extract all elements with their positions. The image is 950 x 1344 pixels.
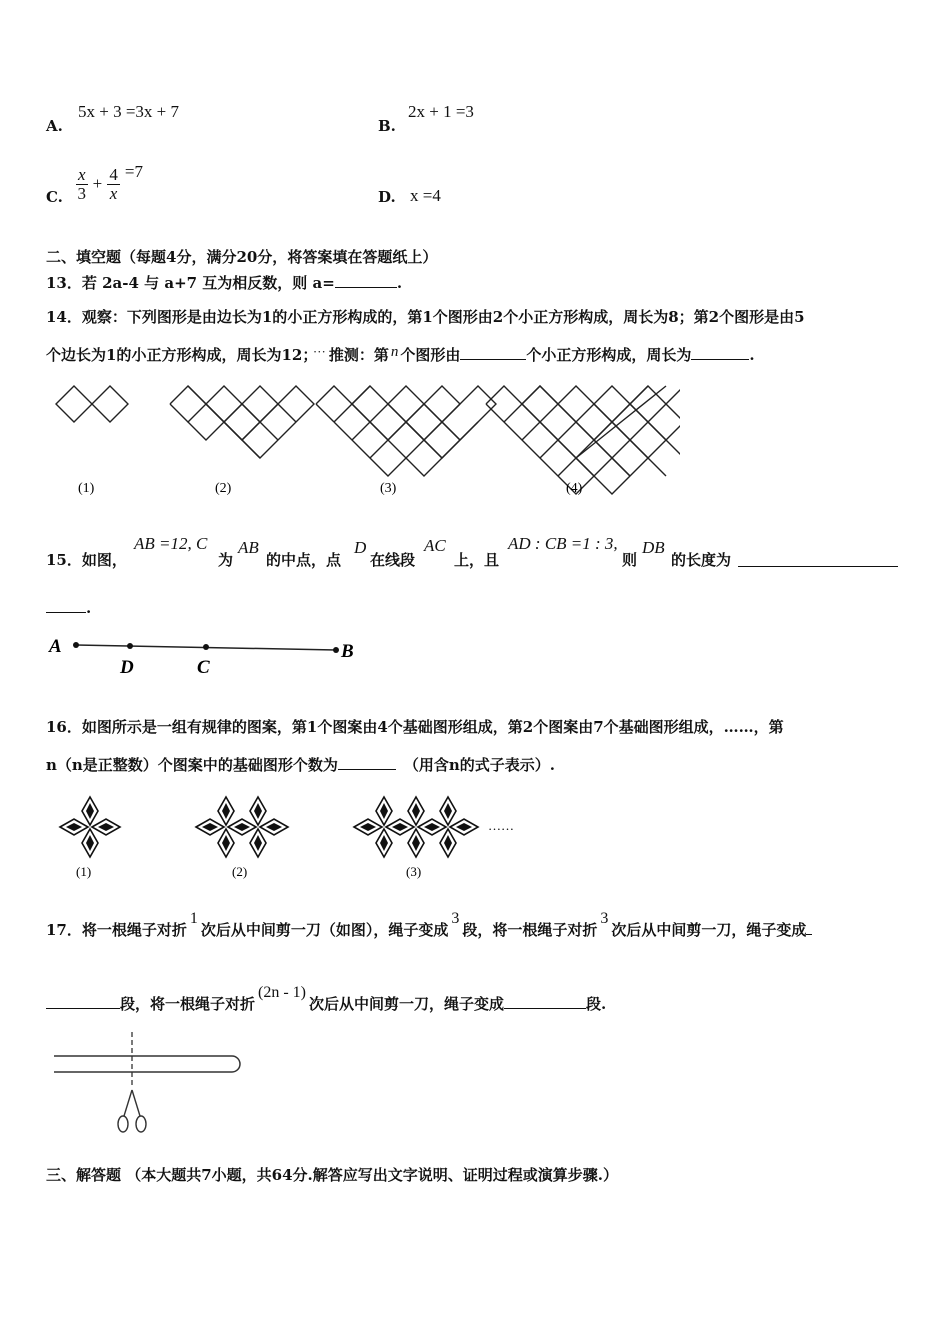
- choice-b-label: B.: [378, 117, 396, 135]
- q15-math-5: AD : CB =1 : 3,: [508, 534, 618, 553]
- pattern-2-shape: [196, 797, 288, 857]
- label-c: C: [197, 657, 210, 678]
- q17-rope-figure: [44, 1028, 254, 1140]
- section3-heading: 三、解答题 （本大题共7小题，共64分.解答应写出文字说明、证明过程或演算步骤.）: [46, 1166, 618, 1184]
- figure-4-shape: [486, 386, 680, 494]
- label-a: A: [49, 636, 62, 657]
- pattern-label-2: (2): [232, 864, 248, 879]
- choice-d-label: D.: [378, 188, 396, 206]
- q15-segment-figure: [40, 630, 370, 680]
- q15-math-6: DB: [642, 538, 665, 557]
- point-b: [333, 647, 339, 653]
- choice-c-equation: $\frac{x}{3}$ + $\frac{4}{x}$ =7: [77, 162, 144, 203]
- q15-text-5: 则: [622, 551, 638, 569]
- label-d: D: [120, 657, 134, 678]
- q13: 13．若 2a-4 与 a+7 互为相反数，则 a= .: [46, 274, 403, 292]
- q15-math-1: AB =12, C: [134, 534, 208, 553]
- choice-c-label: C.: [46, 188, 63, 206]
- q15-line2: .: [46, 598, 91, 617]
- choice-d-equation: x =4: [410, 186, 441, 205]
- q15-math-3: D: [354, 538, 367, 557]
- q15-text-6: 的长度为: [671, 551, 732, 569]
- scissors-icon: [118, 1090, 146, 1132]
- pattern-ellipsis: ……: [488, 818, 514, 833]
- q15-math-2: AB: [238, 538, 259, 557]
- choice-a-label: A.: [46, 117, 63, 135]
- q15-text-2: 的中点，点: [266, 551, 342, 569]
- q14-square-figures: [40, 368, 680, 503]
- q16-line2: n（n是正整数）个图案中的基础图形个数为 （用含n的式子表示）.: [46, 756, 555, 774]
- q17-line1: 17．将一根绳子对折1次后从中间剪一刀（如图），绳子变成3段，将一根绳子对折3次后从中间剪一刀，绳子变成: [46, 910, 812, 940]
- point-c: [203, 644, 209, 650]
- q15-text-4: 上，且: [454, 551, 500, 569]
- q14-line1: 14．观察：下列图形是由边长为1的小正方形构成的，第1个图形由2个小正方形构成，周长为8；第2个图形是由5: [46, 308, 805, 326]
- q16-line1: 16．如图所示是一组有规律的图案，第1个图案由4个基础图形组成，第2个图案由7个基础图形组成，……，第: [46, 718, 784, 736]
- point-d: [127, 643, 133, 649]
- figure-label-4: (4): [566, 481, 583, 496]
- figure-label-3: (3): [380, 481, 397, 496]
- rope: [54, 1056, 240, 1072]
- q16-diamond-figure: [40, 788, 530, 888]
- label-b: B: [341, 641, 354, 662]
- q15-text-1: 为: [218, 551, 234, 569]
- figure-label-1: (1): [78, 481, 95, 496]
- pattern-label-1: (1): [76, 864, 92, 879]
- pattern-label-3: (3): [406, 864, 422, 879]
- q15-answer-blank-1: [738, 552, 898, 567]
- pattern-1-shape: [60, 797, 120, 857]
- q15-prefix: 15．如图，: [46, 551, 127, 569]
- figure-3-shape: [316, 386, 496, 476]
- choice-a-equation: 5x + 3 =3x + 7: [78, 102, 180, 121]
- q15-text-3: 在线段: [370, 551, 416, 569]
- q17-line2: 段，将一根绳子对折(2n - 1)次后从中间剪一刀，绳子变成 段.: [46, 984, 606, 1014]
- pattern-3-shape: [354, 797, 478, 857]
- section2-heading: 二、填空题（每题4分，满分20分，将答案填在答题纸上）: [46, 248, 438, 266]
- point-a: [73, 642, 79, 648]
- figure-1-shape: [56, 386, 128, 422]
- q15-math-4: AC: [424, 536, 446, 555]
- choice-b-equation: 2x + 1 =3: [408, 102, 474, 121]
- figure-label-2: (2): [215, 481, 232, 496]
- q14-line2: 个边长为1的小正方形构成，周长为12； ··· 推测：第 n 个图形由 个小正方形构成，周长为 .: [46, 344, 755, 364]
- figure-2-shape: [170, 386, 314, 458]
